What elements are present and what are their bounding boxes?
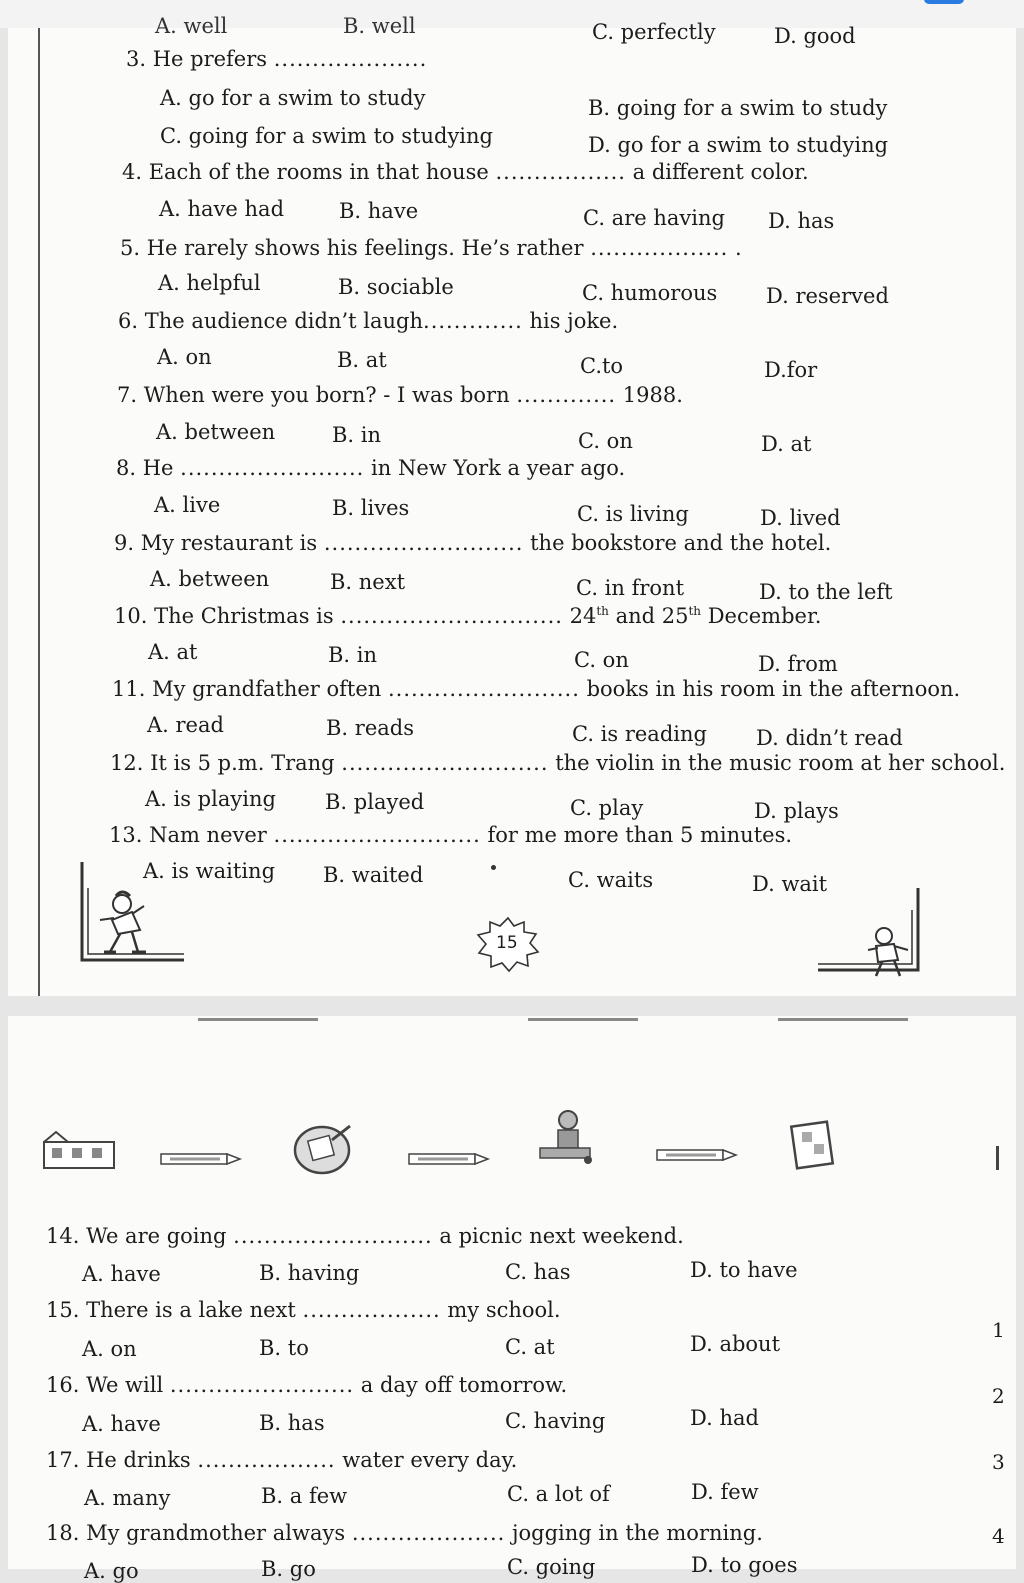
prev-option-a: A. well bbox=[155, 14, 228, 38]
q13-option-b: B. waited bbox=[323, 863, 424, 887]
pencil-icon bbox=[160, 1152, 242, 1166]
question-16-stem: 16. We will ........................ a day off tomorrow. bbox=[46, 1373, 568, 1397]
q4-option-c: C. are having bbox=[583, 206, 725, 230]
worksheet-page-15 bbox=[8, 14, 1016, 996]
q4-option-d: D. has bbox=[768, 209, 835, 233]
q10-option-d: D. from bbox=[758, 652, 838, 676]
q18-option-d: D. to goes bbox=[691, 1553, 798, 1577]
q15-option-b: B. to bbox=[259, 1336, 309, 1360]
q15-option-c: C. at bbox=[505, 1335, 555, 1359]
q8-option-c: C. is living bbox=[577, 502, 689, 526]
q5-option-c: C. humorous bbox=[582, 281, 718, 305]
q7-option-d: D. at bbox=[761, 432, 812, 456]
q11-option-b: B. reads bbox=[326, 716, 414, 740]
q5-option-d: D. reserved bbox=[766, 284, 889, 308]
question-8-stem: 8. He ........................ in New York a year ago. bbox=[116, 456, 626, 480]
prev-option-d: D. good bbox=[774, 24, 856, 48]
q10-option-a: A. at bbox=[148, 640, 198, 664]
q12-option-c: C. play bbox=[570, 796, 644, 820]
q16-option-d: D. had bbox=[690, 1406, 759, 1430]
q6-option-d: D.for bbox=[764, 358, 818, 382]
q18-option-b: B. go bbox=[261, 1557, 316, 1581]
q17-option-b: B. a few bbox=[261, 1484, 348, 1508]
viewer-top-bar bbox=[0, 0, 1024, 28]
q14-option-c: C. has bbox=[505, 1260, 571, 1284]
q8-option-b: B. lives bbox=[332, 496, 410, 520]
q7-option-a: A. between bbox=[156, 420, 276, 444]
margin-number: 2 bbox=[992, 1384, 1005, 1408]
q3-option-b: B. going for a swim to study bbox=[588, 96, 888, 120]
q15-option-d: D. about bbox=[690, 1332, 781, 1356]
q16-option-c: C. having bbox=[505, 1409, 606, 1433]
q3-option-c: C. going for a swim to studying bbox=[160, 124, 493, 148]
left-margin-rule bbox=[38, 28, 40, 996]
q3-option-a: A. go for a swim to study bbox=[160, 86, 426, 110]
question-9-stem: 9. My restaurant is .......................... the bookstore and the hotel. bbox=[114, 531, 832, 555]
q16-option-b: B. has bbox=[259, 1411, 325, 1435]
q17-option-c: C. a lot of bbox=[507, 1482, 610, 1506]
question-14-stem: 14. We are going .......................... a picnic next weekend. bbox=[46, 1224, 684, 1248]
q17-option-d: D. few bbox=[691, 1480, 759, 1504]
q10-option-b: B. in bbox=[328, 643, 378, 667]
question-17-stem: 17. He drinks .................. water every day. bbox=[46, 1448, 518, 1472]
q15-option-a: A. on bbox=[82, 1337, 137, 1361]
q7-option-b: B. in bbox=[332, 423, 382, 447]
q17-option-a: A. many bbox=[84, 1486, 171, 1510]
pencil-icon bbox=[656, 1148, 738, 1162]
q6-option-b: B. at bbox=[337, 348, 387, 372]
q9-option-d: D. to the left bbox=[759, 580, 893, 604]
q18-option-a: A. go bbox=[84, 1559, 139, 1583]
q7-option-c: C. on bbox=[578, 429, 633, 453]
skater-girl-right-icon bbox=[814, 888, 926, 988]
q6-option-a: A. on bbox=[157, 345, 212, 369]
q9-option-c: C. in front bbox=[576, 576, 685, 600]
q9-option-b: B. next bbox=[330, 570, 406, 594]
question-10-stem: 10. The Christmas is ............................. 24th and 25th December. bbox=[114, 604, 822, 628]
paint-palette-icon bbox=[292, 1120, 356, 1176]
q16-option-a: A. have bbox=[82, 1412, 161, 1436]
question-6-stem: 6. The audience didn’t laugh............. his joke. bbox=[118, 309, 619, 333]
prev-option-c: C. perfectly bbox=[592, 20, 716, 44]
q6-option-c: C.to bbox=[580, 354, 624, 378]
student-at-desk-icon bbox=[536, 1108, 594, 1168]
q13-option-d: D. wait bbox=[752, 872, 828, 896]
q13-option-c: C. waits bbox=[568, 868, 654, 892]
q12-option-a: A. is playing bbox=[145, 787, 276, 811]
top-dash-2 bbox=[528, 1018, 638, 1021]
question-12-stem: 12. It is 5 p.m. Trang ........................... the violin in the music room at her school. bbox=[110, 751, 1006, 775]
question-18-stem: 18. My grandmother always .................... jogging in the morning. bbox=[46, 1521, 763, 1545]
accent-blob bbox=[924, 0, 964, 4]
q9-option-a: A. between bbox=[150, 567, 270, 591]
question-11-stem: 11. My grandfather often ......................... books in his room in the afternoon. bbox=[112, 677, 961, 701]
q8-option-d: D. lived bbox=[760, 506, 841, 530]
question-5-stem: 5. He rarely shows his feelings. He’s rather .................. . bbox=[120, 236, 742, 260]
pencil-icon bbox=[408, 1152, 490, 1166]
abc-blocks-icon bbox=[790, 1120, 836, 1170]
q11-option-a: A. read bbox=[147, 713, 224, 737]
q12-option-d: D. plays bbox=[754, 799, 839, 823]
worksheet-page-16 bbox=[8, 1016, 1016, 1583]
school-building-icon bbox=[42, 1130, 116, 1170]
margin-number: 3 bbox=[992, 1450, 1005, 1474]
top-dash-1 bbox=[198, 1018, 318, 1021]
q3-option-d: D. go for a swim to studying bbox=[588, 133, 889, 157]
margin-number: 1 bbox=[992, 1318, 1005, 1342]
prev-option-b: B. well bbox=[343, 14, 416, 38]
q8-option-a: A. live bbox=[154, 493, 221, 517]
q14-option-d: D. to have bbox=[690, 1258, 798, 1282]
q14-option-b: B. having bbox=[259, 1261, 360, 1285]
margin-number: 4 bbox=[992, 1524, 1005, 1548]
question-13-stem: 13. Nam never ........................... for me more than 5 minutes. bbox=[109, 823, 793, 847]
q4-option-b: B. have bbox=[339, 199, 419, 223]
q5-option-a: A. helpful bbox=[158, 271, 261, 295]
q4-option-a: A. have had bbox=[159, 197, 285, 221]
ink-dot bbox=[491, 865, 496, 870]
top-dash-3 bbox=[778, 1018, 908, 1021]
q11-option-c: C. is reading bbox=[572, 722, 707, 746]
question-7-stem: 7. When were you born? - I was born ............. 1988. bbox=[117, 383, 683, 407]
q13-option-a: A. is waiting bbox=[143, 859, 276, 883]
q14-option-a: A. have bbox=[82, 1262, 161, 1286]
question-4-stem: 4. Each of the rooms in that house ................. a different color. bbox=[122, 160, 809, 184]
question-3-stem: 3. He prefers .................... bbox=[126, 47, 428, 71]
q12-option-b: B. played bbox=[325, 790, 425, 814]
q11-option-d: D. didn’t read bbox=[756, 726, 903, 750]
page-number: 15 bbox=[496, 933, 518, 953]
question-15-stem: 15. There is a lake next .................. my school. bbox=[46, 1298, 561, 1322]
q5-option-b: B. sociable bbox=[338, 275, 454, 299]
q10-option-c: C. on bbox=[574, 648, 629, 672]
skater-girl-left-icon bbox=[74, 860, 194, 970]
right-edge-mark bbox=[996, 1146, 999, 1170]
q18-option-c: C. going bbox=[507, 1555, 596, 1579]
